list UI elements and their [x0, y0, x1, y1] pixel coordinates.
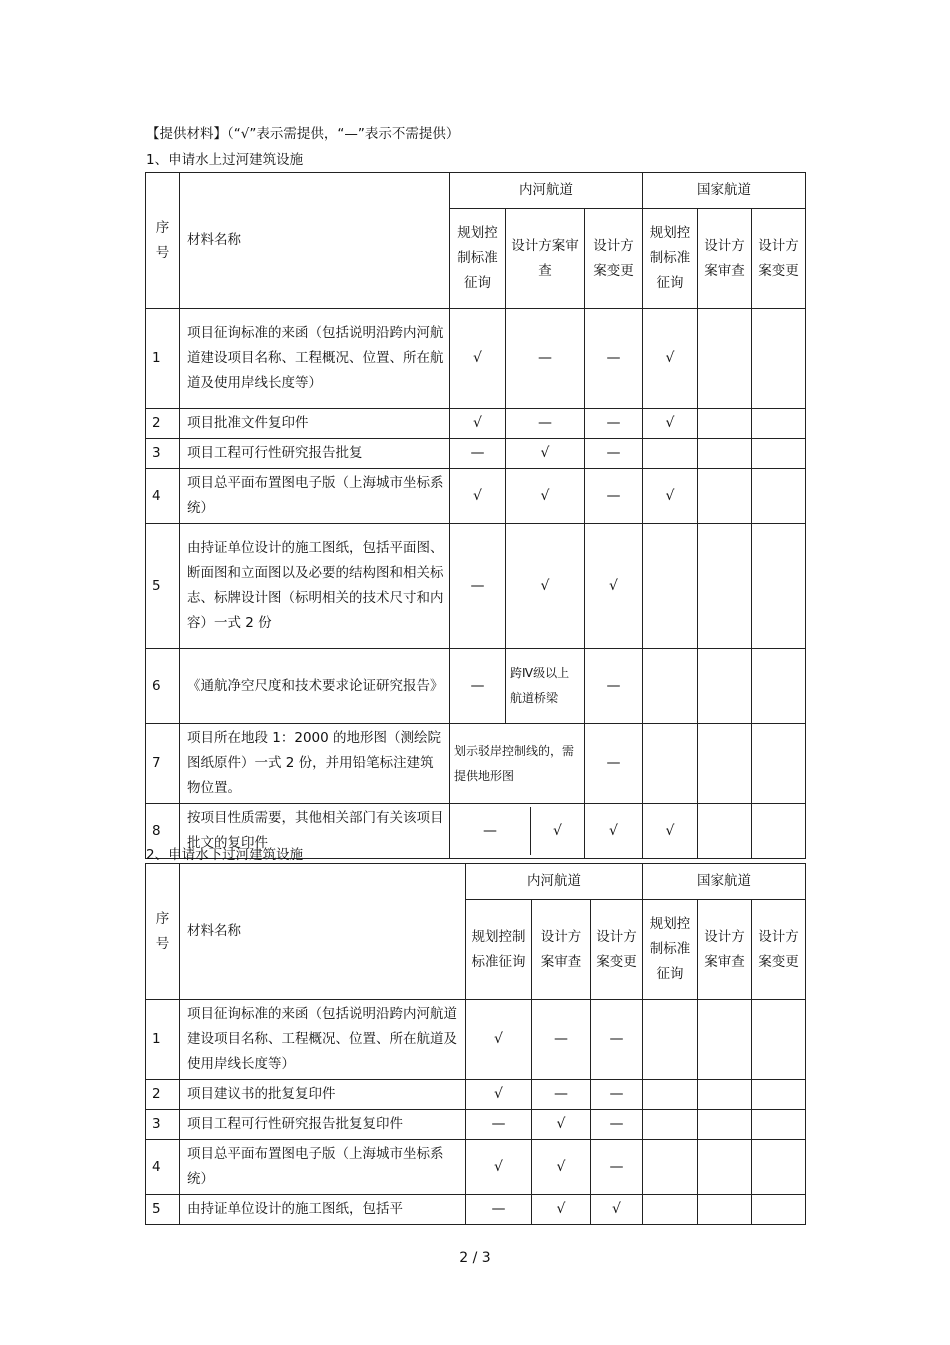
- cell: √: [591, 1195, 643, 1225]
- cell: [752, 469, 806, 524]
- cell: [698, 524, 752, 649]
- cell: [698, 1110, 752, 1140]
- cell: √: [585, 804, 643, 859]
- section2-title: 2、申请水下过河建筑设施: [146, 847, 304, 863]
- row-name: 按项目性质需要，其他相关部门有关该项目批文的复印件: [180, 804, 450, 859]
- split-cell: [450, 804, 585, 859]
- cell: —: [591, 1140, 643, 1195]
- cell: —: [450, 524, 506, 649]
- row-name: 由持证单位设计的施工图纸，包括平面图、断面图和立面图以及必要的结构图和相关标志、标牌设计图（标明相关的技术尺寸和内容）一式 2 份: [180, 524, 450, 649]
- cell: [643, 724, 698, 804]
- cell: √: [532, 1195, 591, 1225]
- table-row: [146, 1110, 806, 1140]
- cell: [752, 1195, 806, 1225]
- row-no: 4: [146, 1140, 180, 1195]
- header-sub3: 设计方案变更: [591, 900, 643, 1000]
- cell: [643, 649, 698, 724]
- cell: [643, 1000, 698, 1080]
- row-name: 项目工程可行性研究报告批复: [180, 439, 450, 469]
- table-row: [146, 1140, 806, 1195]
- row-no: 2: [146, 1080, 180, 1110]
- cell: √: [506, 439, 585, 469]
- table-row: [146, 1195, 806, 1225]
- cell: —: [466, 1110, 532, 1140]
- cell: √: [643, 309, 698, 409]
- row-no: 6: [146, 649, 180, 724]
- cell: —: [585, 649, 643, 724]
- table-row: [146, 439, 806, 469]
- row-no: 5: [146, 1195, 180, 1225]
- row-no: 1: [146, 1000, 180, 1080]
- row-name: 项目总平面布置图电子版（上海城市坐标系统）: [180, 469, 450, 524]
- cell: [643, 1110, 698, 1140]
- row-name: 项目征询标准的来函（包括说明沿跨内河航道建设项目名称、工程概况、位置、所在航道及使用岸线长度等）: [180, 309, 450, 409]
- cell: [752, 1110, 806, 1140]
- cell: [698, 309, 752, 409]
- row-no: 1: [146, 309, 180, 409]
- cell: √: [466, 1080, 532, 1110]
- header-sub1: 规划控制标准征询: [643, 209, 698, 309]
- cell: —: [585, 409, 643, 439]
- cell: [698, 439, 752, 469]
- cell-note-merged: 划示驳岸控制线的，需提供地形图: [450, 724, 585, 804]
- cell: [752, 524, 806, 649]
- cell: √: [553, 823, 562, 839]
- row-name: 项目总平面布置图电子版（上海城市坐标系统）: [180, 1140, 466, 1195]
- header-sub2: 设计方案审查: [506, 209, 585, 309]
- cell: [752, 649, 806, 724]
- header-sub1: 规划控制标准征询: [643, 900, 698, 1000]
- cell: √: [643, 409, 698, 439]
- cell-note: 跨Ⅳ级以上航道桥梁: [506, 649, 585, 724]
- header-sub2: 设计方案审查: [532, 900, 591, 1000]
- page-number: 2 / 3: [459, 1250, 491, 1266]
- cell: [752, 1000, 806, 1080]
- cell: √: [466, 1000, 532, 1080]
- table-row: [146, 1000, 806, 1080]
- cell: √: [466, 1140, 532, 1195]
- header-national: 国家航道: [643, 173, 806, 209]
- cell: —: [585, 724, 643, 804]
- cell: —: [591, 1110, 643, 1140]
- table-row: [146, 469, 806, 524]
- row-no: 7: [146, 724, 180, 804]
- cell: [752, 1140, 806, 1195]
- cell: [752, 309, 806, 409]
- row-no: 3: [146, 1110, 180, 1140]
- table-row: [146, 649, 806, 724]
- cell: [698, 469, 752, 524]
- cell: √: [643, 469, 698, 524]
- cell: [698, 804, 752, 859]
- section1-title: 1、申请水上过河建筑设施: [146, 152, 304, 168]
- cell: [698, 649, 752, 724]
- cell: √: [450, 409, 506, 439]
- table-above-water: [145, 172, 806, 859]
- cell: [698, 1195, 752, 1225]
- row-name: 项目批准文件复印件: [180, 409, 450, 439]
- cell: √: [585, 524, 643, 649]
- cell: [643, 1080, 698, 1110]
- cell: —: [532, 1080, 591, 1110]
- cell: [752, 804, 806, 859]
- cell: √: [450, 469, 506, 524]
- cell: [698, 1080, 752, 1110]
- header-sub2: 设计方案审查: [698, 900, 752, 1000]
- row-name: 《通航净空尺度和技术要求论证研究报告》: [180, 649, 450, 724]
- cell: [643, 1140, 698, 1195]
- row-no: 5: [146, 524, 180, 649]
- cell: [698, 724, 752, 804]
- header-sub3: 设计方案变更: [752, 900, 806, 1000]
- cell: [752, 724, 806, 804]
- header-no: 序号: [146, 864, 180, 1000]
- cell: √: [506, 469, 585, 524]
- cell: —: [532, 1000, 591, 1080]
- cell: —: [506, 409, 585, 439]
- cell: √: [450, 309, 506, 409]
- table-row: [146, 1080, 806, 1110]
- cell: —: [466, 1195, 532, 1225]
- table-row: [146, 309, 806, 409]
- cell: √: [532, 1140, 591, 1195]
- cell: [752, 439, 806, 469]
- row-name: 项目建议书的批复复印件: [180, 1080, 466, 1110]
- table-row: [146, 409, 806, 439]
- row-name: 由持证单位设计的施工图纸，包括平: [180, 1195, 466, 1225]
- cell: √: [506, 524, 585, 649]
- header-name: 材料名称: [180, 864, 466, 1000]
- row-no: 3: [146, 439, 180, 469]
- cell: —: [591, 1080, 643, 1110]
- row-name: 项目工程可行性研究报告批复复印件: [180, 1110, 466, 1140]
- header-sub3: 设计方案变更: [752, 209, 806, 309]
- cell: —: [591, 1000, 643, 1080]
- cell: —: [585, 309, 643, 409]
- table-under-water: [145, 863, 806, 1225]
- cell: [698, 1000, 752, 1080]
- cell: [643, 1195, 698, 1225]
- cell: [752, 1080, 806, 1110]
- row-no: 4: [146, 469, 180, 524]
- cell: [752, 409, 806, 439]
- cell: [643, 524, 698, 649]
- row-no: 8: [146, 804, 180, 859]
- table-row: [146, 524, 806, 649]
- cell: [643, 439, 698, 469]
- header-name: 材料名称: [180, 173, 450, 309]
- cell: [698, 409, 752, 439]
- row-name: 项目所在地段 1：2000 的地形图（测绘院图纸原件）一式 2 份，并用铅笔标注建筑物位置。: [180, 724, 450, 804]
- header-inland: 内河航道: [466, 864, 643, 900]
- materials-legend: 【提供材料】（“√”表示需提供，“—”表示不需提供）: [146, 126, 460, 142]
- cell: —: [506, 309, 585, 409]
- header-no: 序号: [146, 173, 180, 309]
- header-sub3: 设计方案变更: [585, 209, 643, 309]
- header-sub1: 规划控制标准征询: [466, 900, 532, 1000]
- header-national: 国家航道: [643, 864, 806, 900]
- cell: —: [450, 649, 506, 724]
- cell: [698, 1140, 752, 1195]
- cell: √: [532, 1110, 591, 1140]
- cell: √: [643, 804, 698, 859]
- cell: —: [585, 439, 643, 469]
- row-name: 项目征询标准的来函（包括说明沿跨内河航道建设项目名称、工程概况、位置、所在航道及使用岸线长度等）: [180, 1000, 466, 1080]
- header-sub2: 设计方案审查: [698, 209, 752, 309]
- table-row: [146, 724, 806, 804]
- cell: —: [450, 807, 531, 855]
- cell: —: [450, 439, 506, 469]
- header-inland: 内河航道: [450, 173, 643, 209]
- header-sub1: 规划控制标准征询: [450, 209, 506, 309]
- row-no: 2: [146, 409, 180, 439]
- cell: —: [585, 469, 643, 524]
